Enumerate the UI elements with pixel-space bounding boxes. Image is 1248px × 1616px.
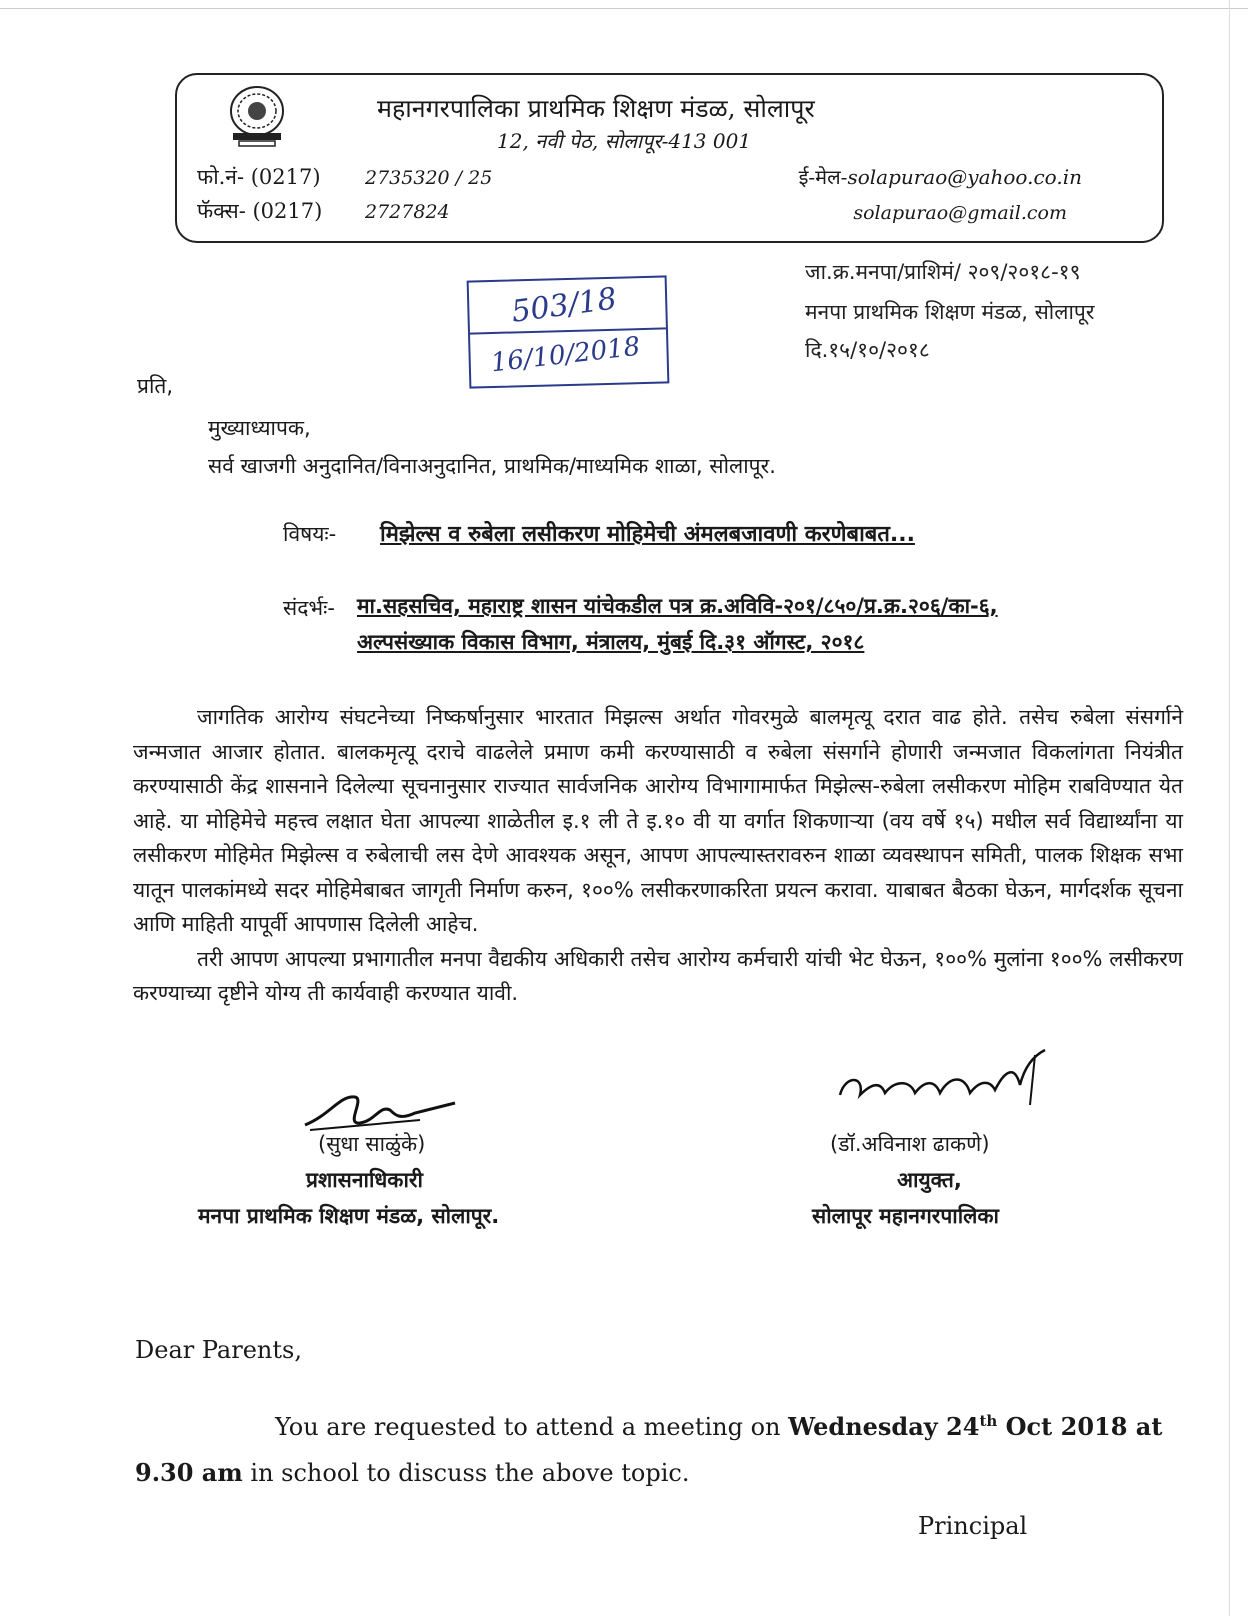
signatory-right-name: (डॉ.अविनाश ढाकणे): [830, 1132, 990, 1156]
recipient-prefix: प्रति,: [137, 374, 174, 398]
email-label: ई-मेल-: [798, 165, 848, 189]
fax-label: फॅक्स- (0217): [197, 199, 323, 223]
sandarbh-line-2: अल्पसंख्याक विकास विभाग, मंत्रालय, मुंबई दि.३१ ऑगस्ट, २०१८: [357, 630, 865, 654]
sandarbh-label: संदर्भः-: [283, 596, 335, 620]
note-time: 9.30 am: [135, 1458, 243, 1487]
org-name: महानगरपालिका प्राथमिक शिक्षण मंडळ, सोलापूर: [377, 94, 815, 123]
body-paragraph-2: तरी आपण आपल्या प्रभागातील मनपा वैद्यकीय अधिकारी तसेच आरोग्य कर्मचारी यांची भेट घेऊन, १००% मुलांना १००% लसीकरण करण्याच्या दृष्टीने योग्य ती कार्यवाही करण्यात यावी.: [133, 946, 1183, 1005]
reference-date: दि.१५/१०/२०१८: [805, 338, 930, 362]
signatory-left-name: (सुधा साळुंके): [318, 1132, 426, 1156]
scan-edge: [0, 0, 1248, 9]
body-paragraph-1: जागतिक आरोग्य संघटनेच्या निष्कर्षानुसार भारतात मिझल्स अर्थात गोवरमुळे बालमृत्यू दरात वाढ होते. तसेच रुबेला संसर्गाने जन्मजात आजार होतात. बालकमृत्यू दराचे वाढलेले प्रमाण कमी करण्यासाठी व रुबेला संसर्गाने होणारी जन्मजात विकलांगता नियंत्रीत करण्यासाठी केंद्र शासनाने दिलेल्या सूचनानुसार राज्यात सार्वजनिक आरोग्य विभागामार्फत मिझेल्स-रुबेला लसीकरण मोहिम राबविण्यात येत आहे. या मोहिमेचे महत्त्व लक्षात घेता आपल्या शाळेतील इ.१ ली ते इ.१० वी या वर्गात शिकणाऱ्या (वय वर्षे १५) मधील सर्व विद्यार्थ्यांना या लसीकरण मोहिमेत मिझेल्स व रुबेलाची लस देणे आवश्यक असून, आपण आपल्यास्तरावरुन शाळा व्यवस्थापन समिती, पालक शिक्षक सभा यातून पालकांमध्ये सदर मोहिमेबाबत जागृती निर्माण करुन, १००% लसीकरणाकरिता प्रयत्न करावा. याबाबत बैठका घेऊन, मार्गदर्शक सूचना आणि माहिती यापूर्वी आपणास दिलेली आहेच.: [133, 705, 1183, 936]
signatory-left-org: मनपा प्राथमिक शिक्षण मंडळ, सोलापूर.: [198, 1204, 500, 1228]
note-date-day: Wednesday 24: [788, 1412, 980, 1441]
signature-right-icon: [835, 1045, 1065, 1115]
parents-greeting: Dear Parents,: [135, 1336, 302, 1364]
reference-office: मनपा प्राथमिक शिक्षण मंडळ, सोलापूर: [805, 300, 1095, 324]
subject-label: विषयः-: [283, 522, 337, 546]
recipient-title: मुख्याध्यापक,: [208, 416, 311, 440]
scan-edge-right: [1229, 0, 1230, 1616]
municipal-emblem-icon: [225, 83, 289, 149]
subject-text: मिझेल्स व रुबेला लसीकरण मोहिमेची अंमलबजावणी करणेबाबत...: [380, 522, 915, 547]
letterhead: [175, 73, 1164, 243]
note-date-suffix: th: [979, 1412, 998, 1430]
parents-note: [135, 1398, 1175, 1496]
principal-signoff: Principal: [918, 1512, 1028, 1540]
inward-stamp: [467, 275, 670, 388]
signatory-left-title: प्रशासनाधिकारी: [306, 1168, 423, 1192]
signatory-right-org: सोलापूर महानगरपालिका: [812, 1204, 999, 1228]
note-date-rest: Oct 2018 at: [997, 1412, 1163, 1441]
org-address: 12, नवी पेठ, सोलापूर-413 001: [497, 129, 752, 153]
phone-label: फो.नं- (0217): [197, 165, 321, 189]
recipient-schools: सर्व खाजगी अनुदानित/विनाअनुदानित, प्राथमिक/माध्यमिक शाळा, सोलापूर.: [208, 454, 776, 478]
signatory-right-title: आयुक्त,: [897, 1168, 962, 1192]
phone-number: 2735320 / 25: [365, 167, 493, 189]
letter-body: [133, 700, 1183, 1011]
email-2: solapurao@gmail.com: [853, 202, 1067, 224]
sandarbh-line-1: मा.सहसचिव, महाराष्ट्र शासन यांचेकडील पत्र क्र.अविवि-२०१/८५०/प्र.क्र.२०६/का-६,: [357, 594, 998, 618]
email-1: solapurao@yahoo.co.in: [847, 165, 1082, 189]
email-primary: [799, 163, 1082, 190]
fax-number: 2727824: [365, 201, 450, 223]
note-text-before: You are requested to attend a meeting on: [275, 1413, 789, 1441]
note-text-after: in school to discuss the above topic.: [242, 1459, 690, 1487]
stamp-date: 16/10/2018: [489, 331, 642, 379]
stamp-number: 503/18: [509, 281, 619, 330]
reference-number: जा.क्र.मनपा/प्राशिमं/ २०९/२०१८-१९: [805, 260, 1081, 284]
